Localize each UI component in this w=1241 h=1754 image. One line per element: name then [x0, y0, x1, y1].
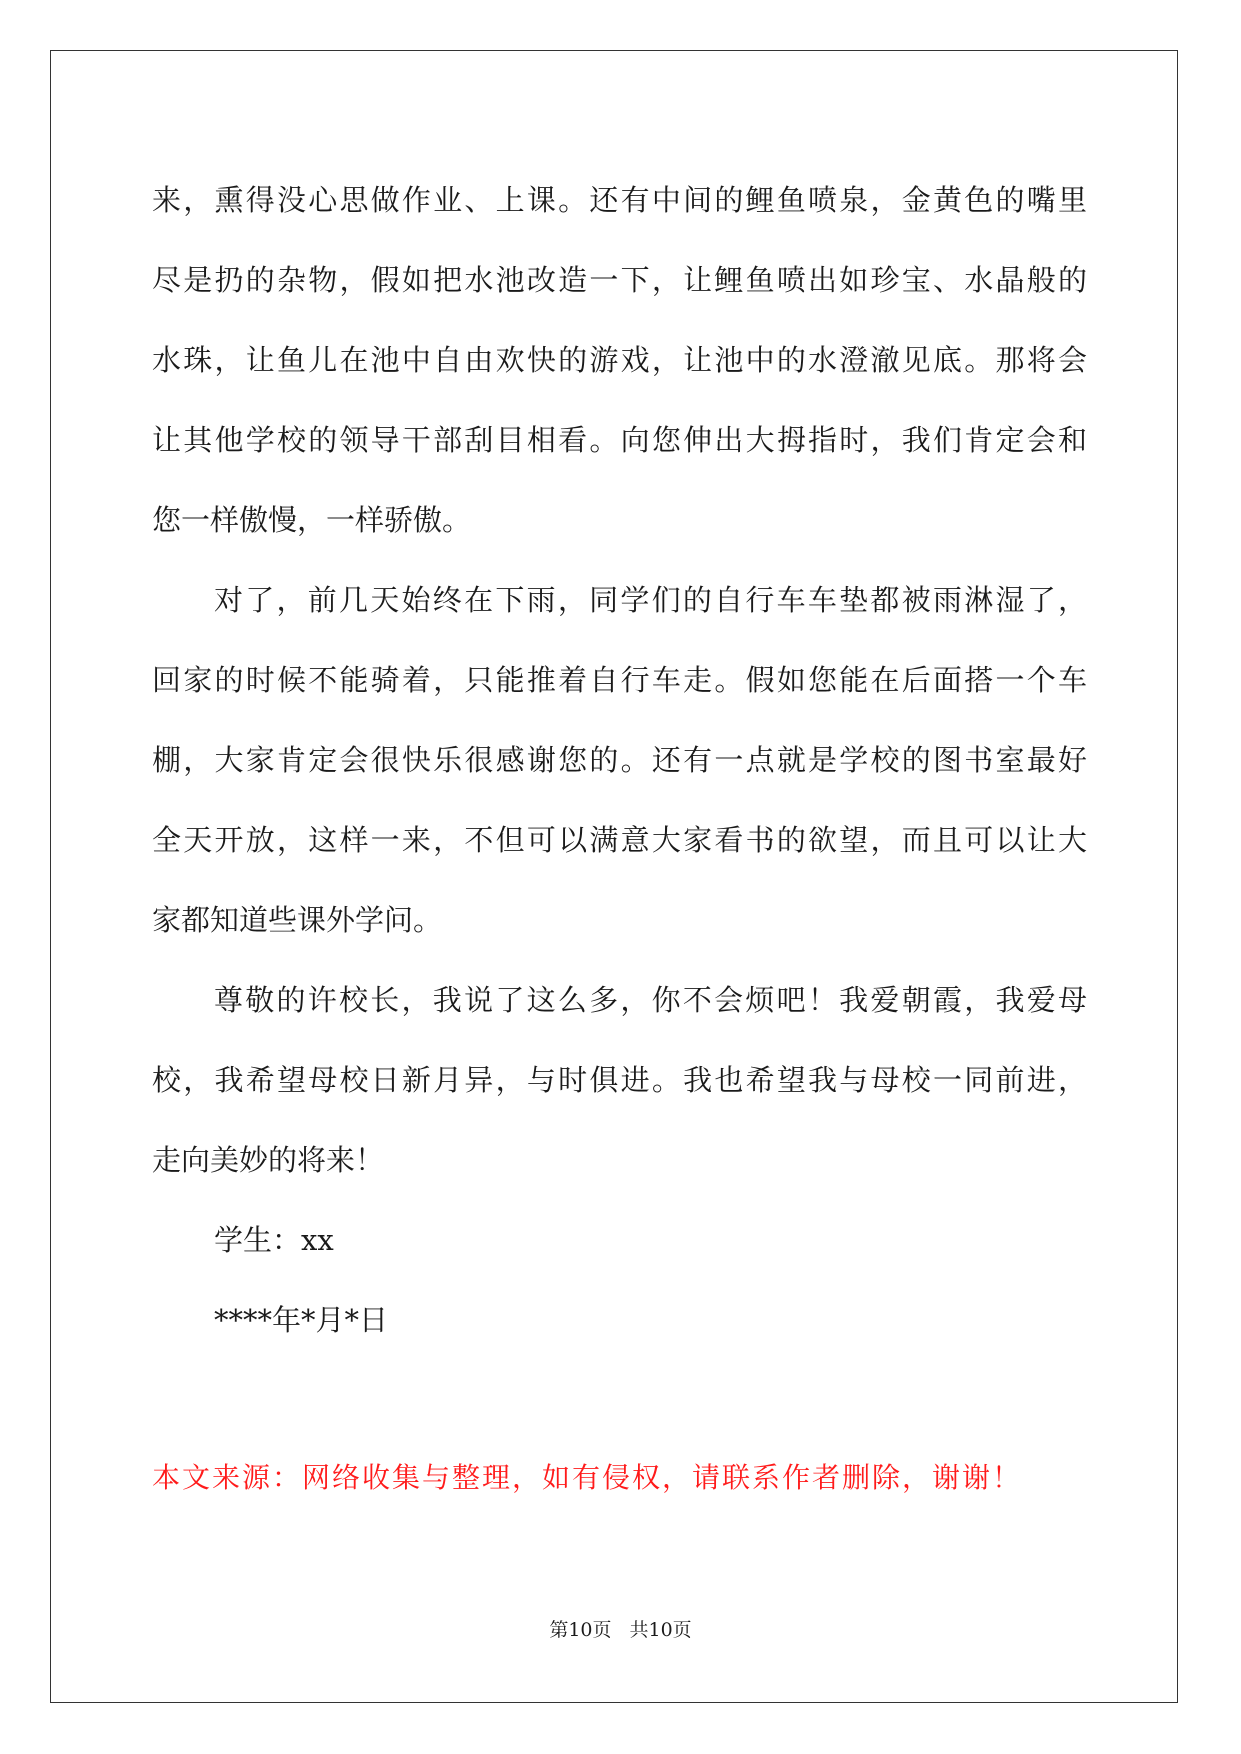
- text-line-11: 尊敬的许校长，我说了这么多，你不会烦吧！我爱朝霞，我爱母: [214, 983, 1087, 1017]
- text-line-2: 尽是扔的杂物，假如把水池改造一下，让鲤鱼喷出如珍宝、水晶般的: [152, 263, 1087, 297]
- page-footer: [0, 1618, 1241, 1642]
- text-line-7: 回家的时候不能骑着，只能推着自行车走。假如您能在后面搭一个车: [152, 663, 1087, 697]
- text-line-3: 水珠，让鱼儿在池中自由欢快的游戏，让池中的水澄澈见底。那将会: [152, 343, 1087, 377]
- source-note: 本文来源：网络收集与整理，如有侵权，请联系作者删除，谢谢！: [152, 1461, 1023, 1494]
- text-line-6: 对了，前几天始终在下雨，同学们的自行车车垫都被雨淋湿了，: [214, 583, 1087, 617]
- page-number-total: 共10页: [629, 1619, 692, 1641]
- text-line-10: 家都知道些课外学问。: [152, 903, 443, 937]
- page-number-current: 第10页: [549, 1619, 612, 1641]
- text-line-13: 走向美妙的将来！: [152, 1143, 385, 1177]
- signature-student: 学生：xx: [214, 1223, 334, 1257]
- text-line-8: 棚，大家肯定会很快乐很感谢您的。还有一点就是学校的图书室最好: [152, 743, 1087, 777]
- document-body: [152, 160, 1087, 1360]
- text-line-9: 全天开放，这样一来，不但可以满意大家看书的欲望，而且可以让大: [152, 823, 1087, 857]
- text-line-4: 让其他学校的领导干部刮目相看。向您伸出大拇指时，我们肯定会和: [152, 423, 1087, 457]
- text-line-5: 您一样傲慢，一样骄傲。: [152, 503, 472, 537]
- signature-date: ****年*月*日: [214, 1303, 389, 1337]
- text-line-1: 来，熏得没心思做作业、上课。还有中间的鲤鱼喷泉，金黄色的嘴里: [152, 183, 1087, 217]
- text-line-12: 校，我希望母校日新月异，与时俱进。我也希望我与母校一同前进，: [152, 1063, 1087, 1097]
